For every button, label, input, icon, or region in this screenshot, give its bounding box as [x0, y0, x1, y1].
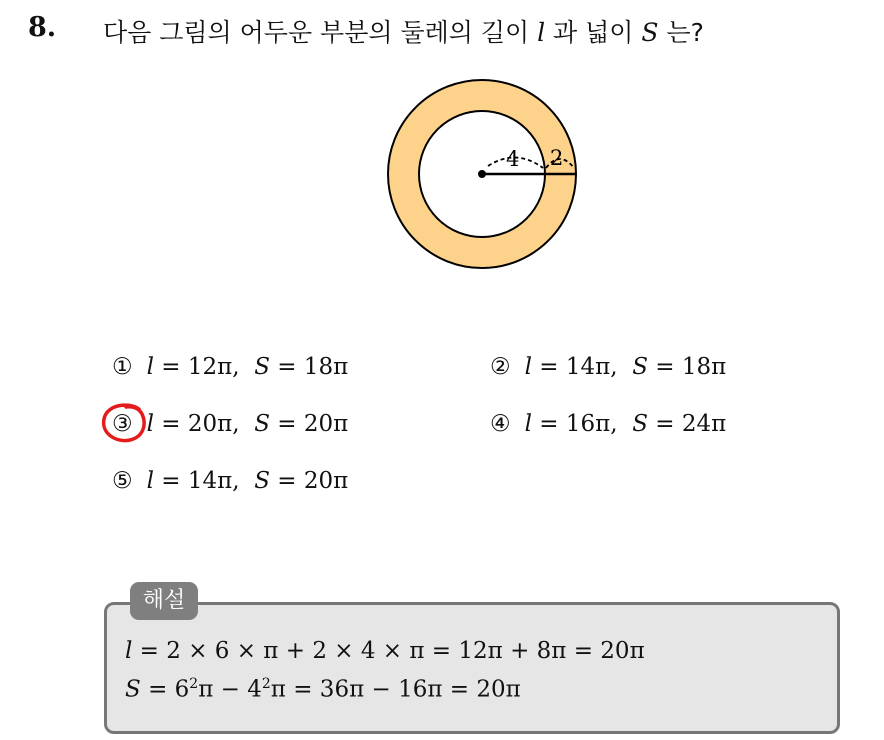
- exponent-1: 2: [189, 676, 199, 692]
- solution-line-2-part3: π = 36π − 16π = 20π: [270, 676, 521, 703]
- variable-s: S: [254, 354, 270, 380]
- variable-l: l: [146, 354, 154, 380]
- solution-box: [104, 602, 840, 734]
- l-value: = 16π,: [539, 411, 618, 437]
- s-value: = 24π: [655, 411, 727, 437]
- variable-s: S: [641, 18, 659, 47]
- solution-line-2-part2: π − 4: [198, 676, 262, 703]
- exponent-2: 2: [261, 676, 271, 692]
- question-text-part2: 과 넓이: [545, 18, 642, 47]
- center-point: [478, 170, 486, 178]
- inner-radius-label: 4: [506, 147, 520, 171]
- band-width-label: 2: [550, 146, 564, 170]
- solution-line-1: [125, 638, 645, 664]
- variable-s: S: [254, 468, 270, 494]
- variable-s: S: [254, 411, 270, 437]
- l-value: = 14π,: [161, 468, 240, 494]
- variable-l: l: [146, 468, 154, 494]
- s-value: = 18π: [277, 354, 349, 380]
- question-number: 8.: [28, 12, 57, 43]
- variable-l: l: [146, 411, 154, 437]
- question-text-part3: 는?: [658, 18, 704, 47]
- variable-l: l: [524, 354, 532, 380]
- question-text-part1: 다음 그림의 어두운 부분의 둘레의 길이: [103, 18, 538, 47]
- solution-line-2: [125, 676, 521, 703]
- choice-mark: ②: [490, 354, 511, 380]
- l-value: = 20π,: [161, 411, 240, 437]
- choice-expression: [147, 411, 349, 437]
- question-text: [103, 13, 704, 49]
- solution-line-2-part1: = 6: [140, 676, 190, 703]
- annulus-figure: [378, 70, 588, 280]
- choice-expression: [147, 354, 349, 380]
- choice-5[interactable]: [112, 468, 348, 494]
- variable-l: l: [537, 18, 546, 47]
- l-value: = 12π,: [161, 354, 240, 380]
- choice-mark: ③: [112, 411, 133, 437]
- choice-1[interactable]: [112, 354, 348, 380]
- solution-tag: 해설: [130, 582, 198, 620]
- l-value: = 14π,: [539, 354, 618, 380]
- variable-l: l: [524, 411, 532, 437]
- s-value: = 18π: [655, 354, 727, 380]
- variable-s: S: [632, 411, 648, 437]
- choice-2[interactable]: [490, 354, 726, 380]
- selected-answer-mark: [99, 401, 151, 445]
- choice-expression: [525, 354, 727, 380]
- choice-mark: ④: [490, 411, 511, 437]
- variable-s: S: [632, 354, 648, 380]
- s-value: = 20π: [277, 468, 349, 494]
- choice-mark: ①: [112, 354, 133, 380]
- variable-s: S: [125, 676, 141, 703]
- s-value: = 20π: [277, 411, 349, 437]
- solution-line-1-text: = 2 × 6 × π + 2 × 4 × π = 12π + 8π = 20π: [132, 638, 645, 664]
- choice-mark: ⑤: [112, 468, 133, 494]
- variable-l: l: [125, 638, 133, 664]
- choice-expression: [525, 411, 727, 437]
- choice-expression: [147, 468, 349, 494]
- choice-4[interactable]: [490, 411, 726, 437]
